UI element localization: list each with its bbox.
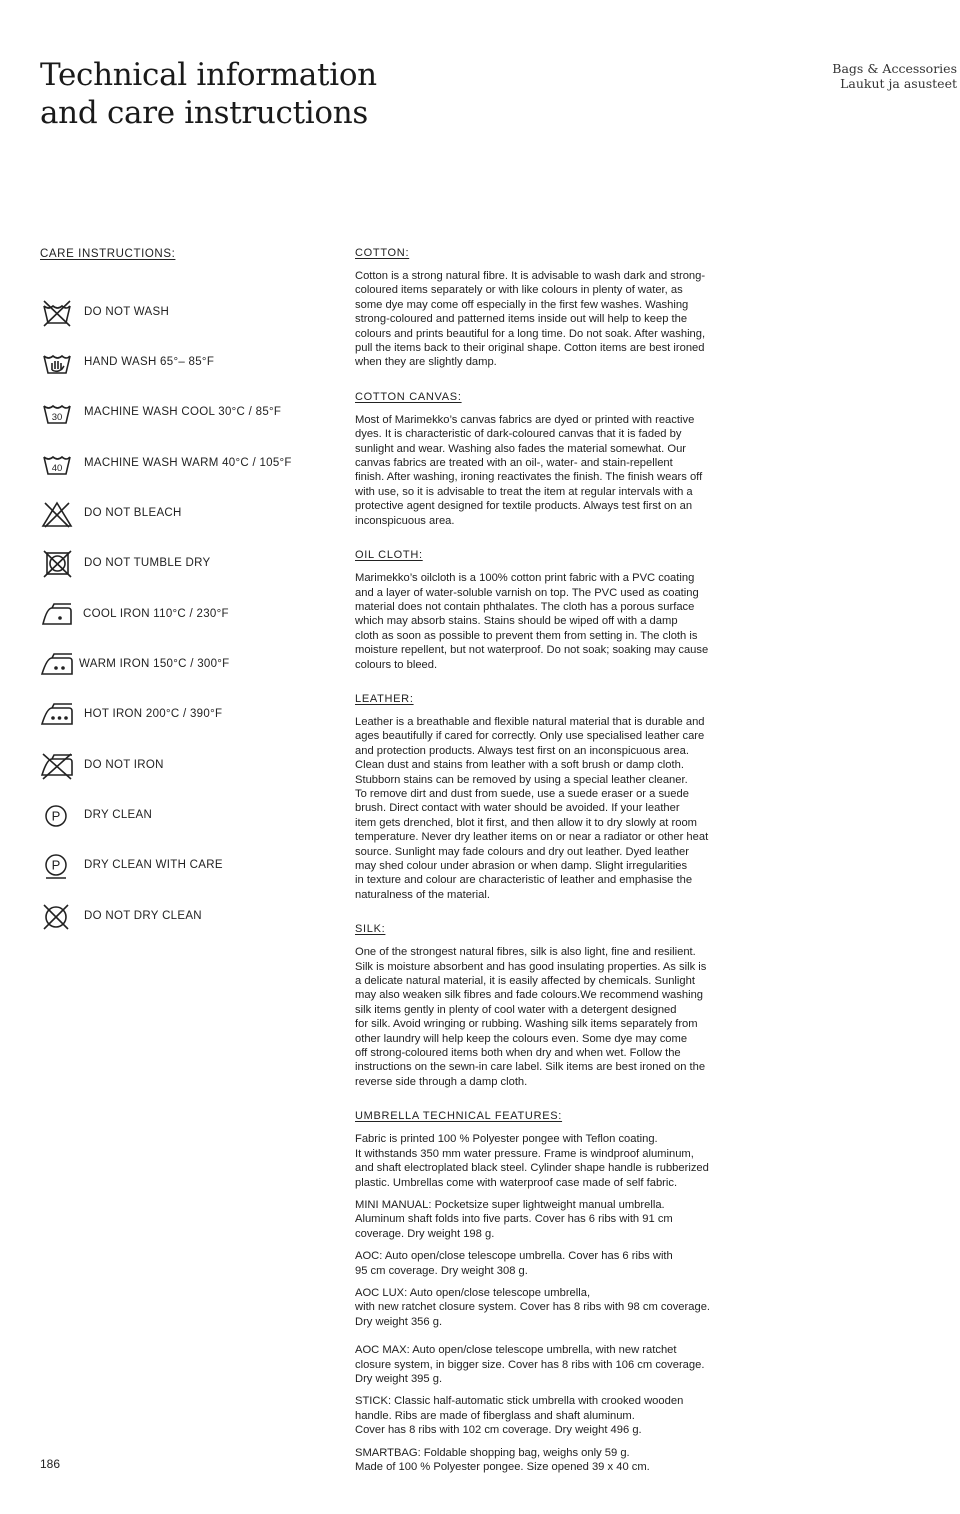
category-english: Bags & Accessories (832, 61, 957, 76)
dry-clean-letter: P (51, 857, 61, 873)
umbrella-aoc-lux: AOC LUX: Auto open/close telescope umbrella, with new ratchet closure system. Cover has 8 ribs with 98 cm coverage. Dry weight 356 g. (355, 1286, 711, 1328)
umbrella-aoc: AOC: Auto open/close telescope umbrella. Cover has 6 ribs with 95 cm coverage. Dry weight 308 g. (355, 1250, 673, 1277)
umbrella-aoc-max: AOC MAX: Auto open/close telescope umbrella, with new ratchet closure system, in bigger size. Cover has 8 ribs with 106 cm coverage. Dry weight 395 g. (355, 1344, 705, 1385)
care-label: DO NOT BLEACH (84, 507, 182, 519)
page-title-line-2: and care instructions (40, 95, 369, 131)
care-label: DRY CLEAN (84, 809, 153, 821)
section-oil-cloth (355, 548, 755, 672)
page-number: 186 (40, 1457, 61, 1471)
section-heading: LEATHER: (355, 692, 414, 705)
do-not-wash-icon (40, 298, 74, 328)
care-item-dry-clean (40, 801, 330, 831)
page-title (40, 56, 377, 132)
section-heading: UMBRELLA TECHNICAL FEATURES: (355, 1110, 563, 1123)
section-heading: COTTON CANVAS: (355, 390, 462, 403)
care-label: MACHINE WASH WARM 40°C / 105°F (84, 457, 292, 469)
section-umbrella (355, 1109, 755, 1474)
section-heading: SILK: (355, 923, 386, 936)
section-cotton-canvas (355, 390, 755, 528)
section-text: Marimekko’s oilcloth is a 100% cotton print fabric with a PVC coating and a layer of water-soluble varnish on top. The PVC used as coating material does not contain phthalates. The cloth has a porous surface which may absorb stains. Stains should be wiped off with a damp cloth as soon as possible to prevent them from setting in. The cloth is moisture repellent, but not waterproof. Do not soak; soaking may cause colours to bleed. (355, 572, 709, 671)
page-title-line-1: Technical information (40, 57, 377, 93)
section-text: One of the strongest natural fibres, silk is also light, fine and resilient. Silk is moisture absorbent and has good insulating properties. As silk is a delicate natural material, it is easily affected by chemicals. Sunlight may also weaken silk fibres and fade colours.We recommend washing silk items gently in plenty of cool water with a detergent designed for silk. Avoid wringing or rubbing. Washing silk items separately from other laundry will help keep the colours even. Some dye may come off strong-coloured items both when dry and when wet. Follow the instructions on the sewn-in care label. Silk items are best ironed on the reverse side through a damp cloth. (355, 946, 707, 1088)
care-item-warm-iron (40, 650, 330, 680)
care-item-do-not-wash (40, 298, 330, 328)
material-sections (355, 246, 755, 1482)
section-text: Most of Marimekko’s canvas fabrics are dyed or printed with reactive dyes. It is characteristic of dark-coloured canvas that it is faded by sunlight and wear. Washing also fades the material somewhat. Our canvas fabrics are treated with an oil-, water- and stain-repellent finish. After washing, ironing reactivates the finish. The finish wears off with use, so it is advisable to treat the item at regular intervals with a protective agent designed for textile products. Always test first on an inconspicuous area. (355, 413, 703, 527)
care-label: WARM IRON 150°C / 300°F (79, 658, 230, 670)
care-item-machine-wash-cool (40, 398, 330, 428)
care-item-do-not-tumble-dry (40, 549, 330, 579)
care-label: DRY CLEAN WITH CARE (84, 859, 223, 871)
care-label: DO NOT IRON (84, 759, 164, 771)
umbrella-intro: Fabric is printed 100 % Polyester pongee with Teflon coating. It withstands 350 mm water pressure. Frame is windproof aluminum, and shaft electroplated black steel. Cylinder shape handle is rubberized plastic. Umbrellas come with waterproof case made of self fabric. (355, 1133, 709, 1189)
care-item-dry-clean-with-care (40, 851, 330, 881)
care-label: COOL IRON 110°C / 230°F (83, 608, 229, 620)
wash-40-icon (40, 449, 74, 479)
care-label: DO NOT TUMBLE DRY (84, 557, 211, 569)
iron-one-dot-icon (40, 600, 74, 630)
do-not-iron-icon (40, 751, 74, 781)
iron-three-dots-icon (40, 700, 74, 730)
hand-wash-icon (40, 348, 74, 378)
category-label (832, 61, 957, 91)
dry-clean-icon (40, 801, 74, 831)
care-item-do-not-iron (40, 751, 330, 781)
dry-clean-letter: P (51, 808, 61, 824)
care-item-hand-wash (40, 348, 330, 378)
care-label: HAND WASH 65°– 85°F (84, 356, 215, 368)
do-not-tumble-dry-icon (40, 549, 74, 579)
umbrella-smartbag: SMARTBAG: Foldable shopping bag, weighs only 59 g. Made of 100 % Polyester pongee. Size opened 39 x 40 cm. (355, 1446, 650, 1473)
care-item-hot-iron (40, 700, 330, 730)
care-label: HOT IRON 200°C / 390°F (84, 708, 223, 720)
section-heading: OIL CLOTH: (355, 549, 423, 562)
care-item-do-not-dry-clean (40, 902, 330, 932)
wash-30-icon (40, 398, 74, 428)
care-instructions-heading: CARE INSTRUCTIONS: (40, 248, 176, 260)
care-item-do-not-bleach (40, 499, 330, 529)
wash-temperature: 30 (51, 412, 63, 423)
wash-temperature: 40 (51, 463, 63, 474)
section-text: Leather is a breathable and flexible natural material that is durable and ages beautifully if cared for correctly. Only use specialised leather care and protection products. Always test first on an inconspicuous area. Clean dust and stains from leather with a soft brush or damp cloth. Stubborn stains can be removed by using a special leather cleaner. To remove dirt and dust from suede, use a suede eraser or a suede brush. Direct contact with water should be avoided. If your leather item gets drenched, blot it first, and then allow it to dry slowly at room temperature. Never dry leather items on or near a radiator or other heat source. Sunlight may fade colours and dry out leather. Dyed leather may shed colour under abrasion or when damp. Slight irregularities in texture and colour are characteristic of leather and emphasise the naturalness of the material. (355, 715, 709, 901)
section-leather (355, 692, 755, 902)
section-heading: COTTON: (355, 247, 410, 259)
section-silk (355, 922, 755, 1089)
care-label: MACHINE WASH COOL 30°C / 85°F (84, 406, 282, 418)
do-not-dry-clean-icon (40, 902, 74, 932)
iron-two-dots-icon (40, 650, 74, 680)
care-item-cool-iron (40, 600, 330, 630)
section-cotton (355, 246, 755, 370)
care-label: DO NOT DRY CLEAN (84, 910, 202, 922)
care-label: DO NOT WASH (84, 306, 170, 318)
do-not-bleach-icon (40, 499, 74, 529)
care-item-machine-wash-warm (40, 449, 330, 479)
category-finnish: Laukut ja asusteet (840, 76, 957, 91)
section-text: Cotton is a strong natural fibre. It is advisable to wash dark and strong- coloured items separately or with like colours in plenty of water, as some dye may come off especially in the first few washes. Washing strong-coloured and patterned items inside out will help to keep the colours and prints beautiful for a long time. Do not soak. After washing, pull the items back to their original shape. Cotton items are best ironed when they are slightly damp. (355, 270, 706, 369)
umbrella-stick: STICK: Classic half-automatic stick umbrella with crooked wooden handle. Ribs are made of fiberglass and shaft aluminum. Cover has 8 ribs with 102 cm coverage. Dry weight 496 g. (355, 1395, 684, 1437)
dry-clean-care-icon (40, 851, 74, 881)
umbrella-mini-manual: MINI MANUAL: Pocketsize super lightweight manual umbrella. Aluminum shaft folds into five parts. Cover has 6 ribs with 91 cm coverage. Dry weight 198 g. (355, 1198, 673, 1240)
